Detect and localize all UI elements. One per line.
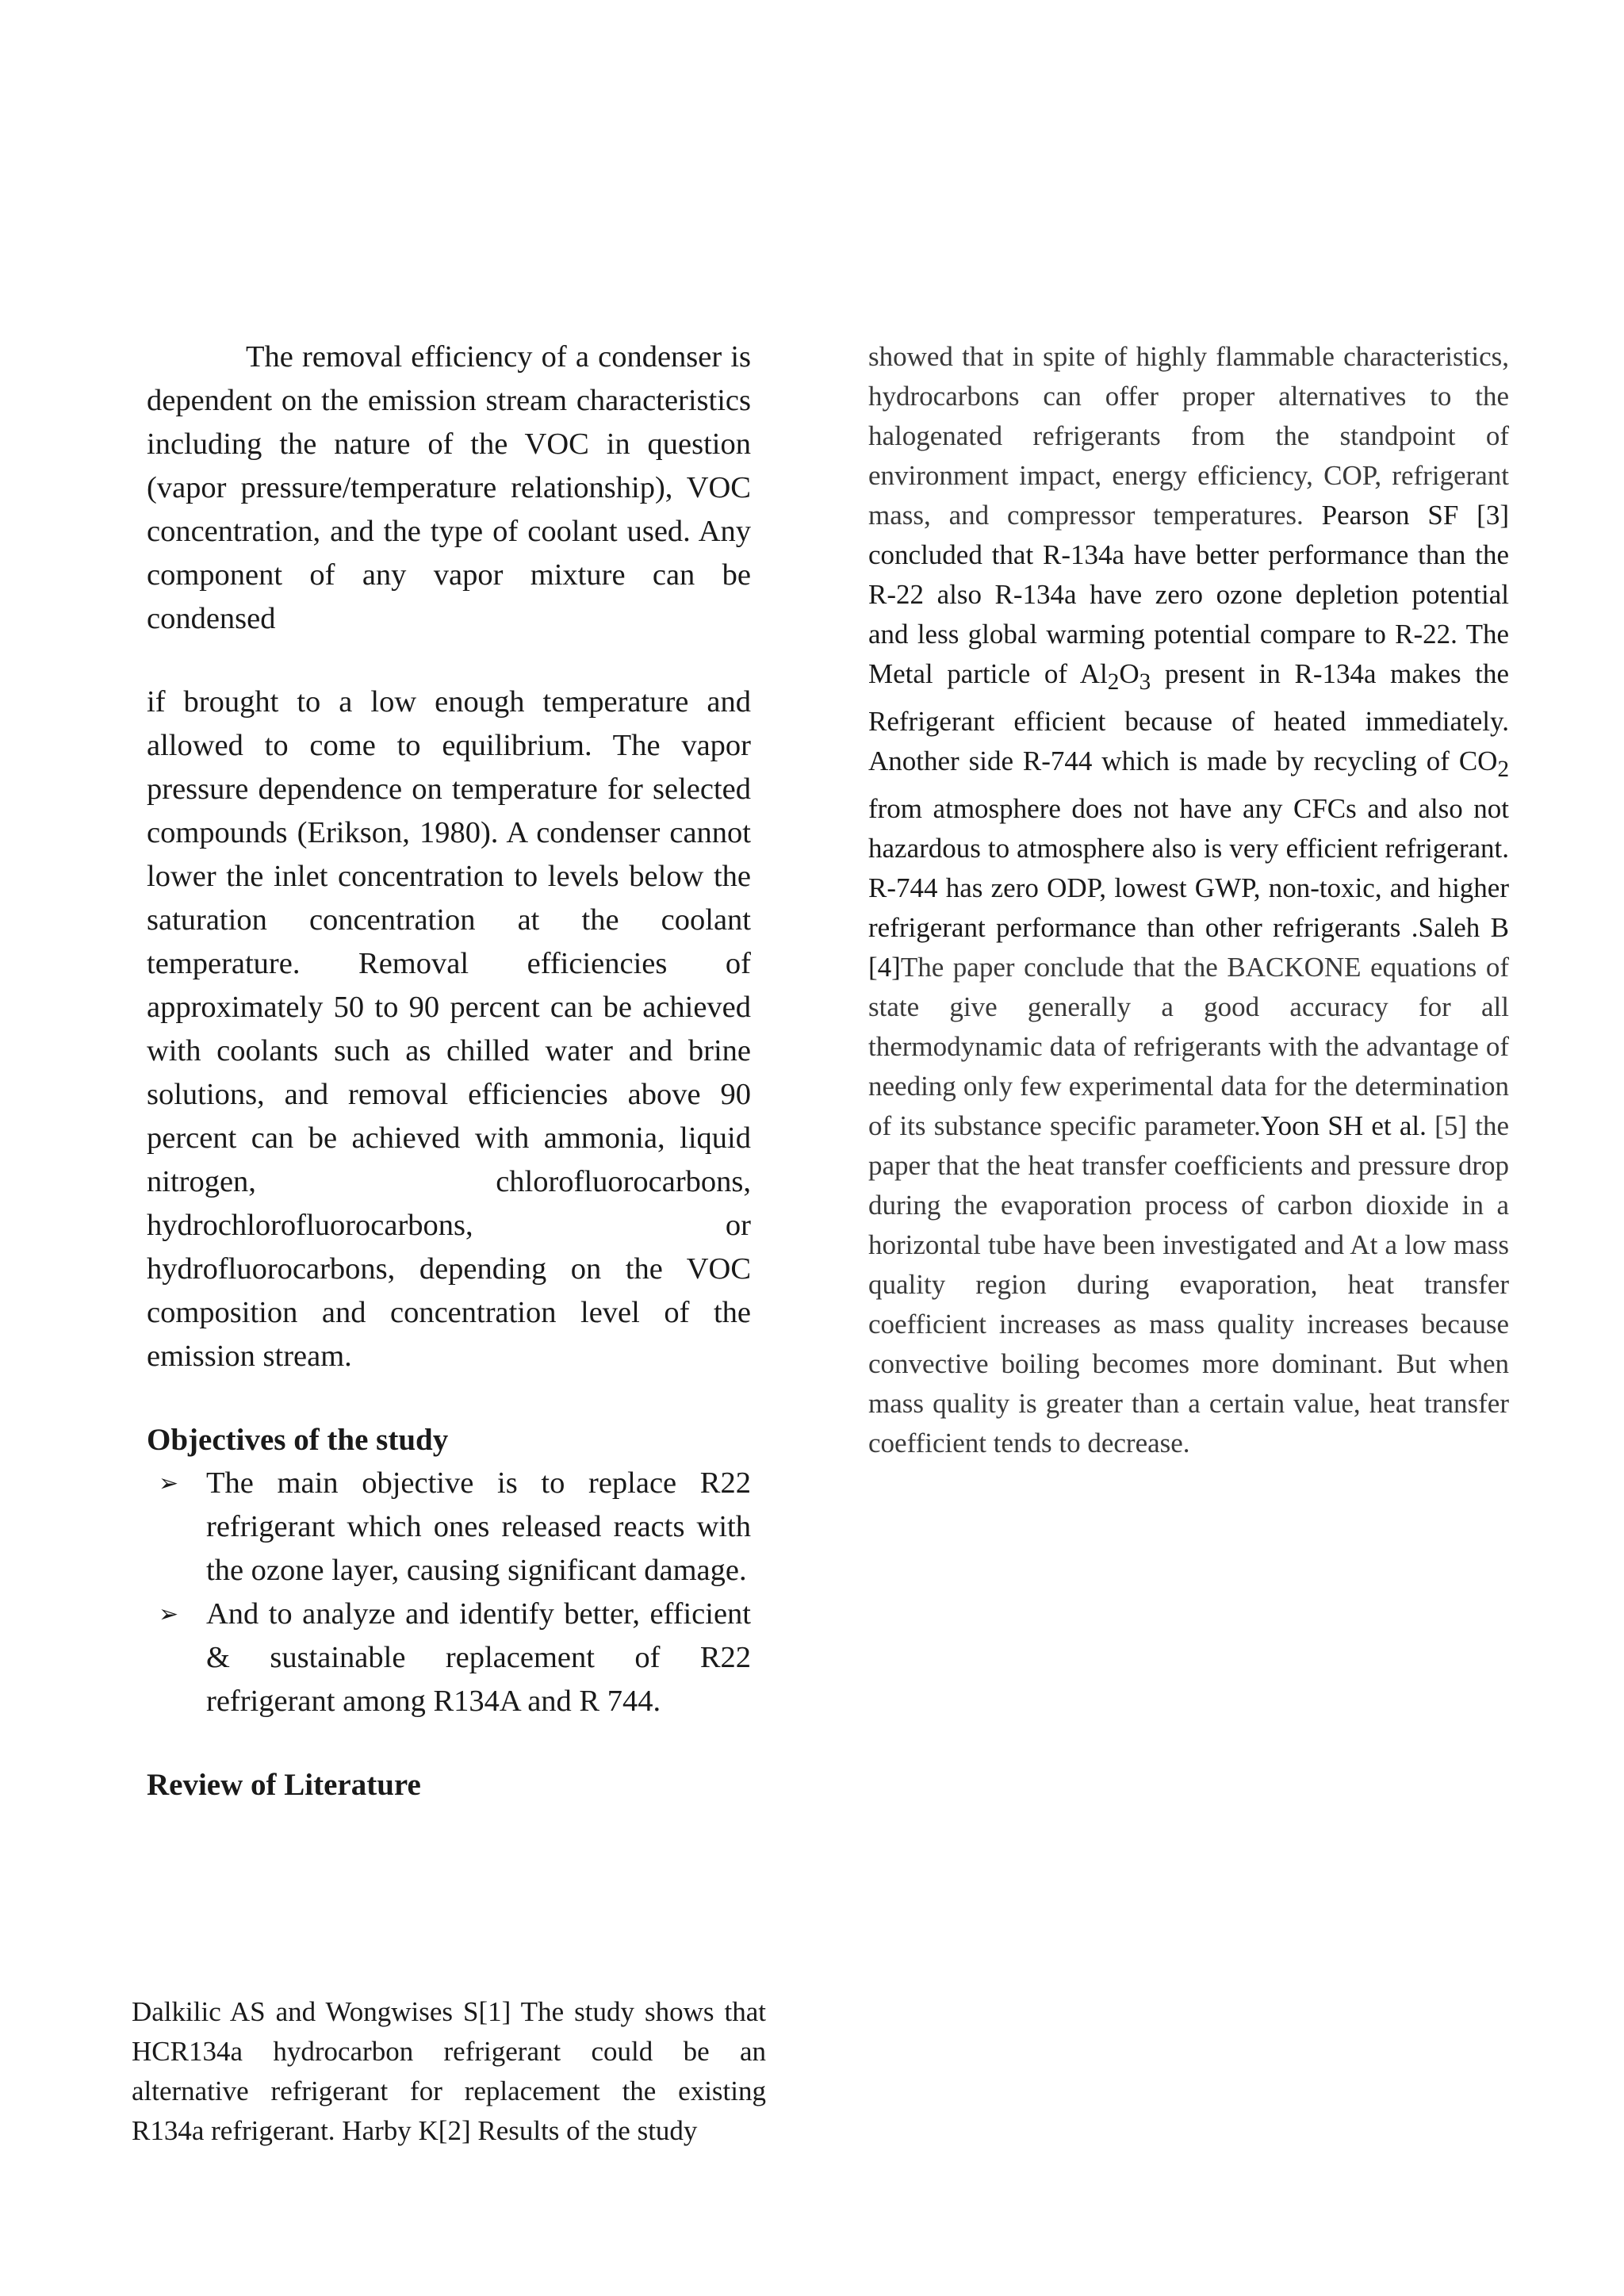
section-gap bbox=[147, 1378, 751, 1418]
text-segment: Yoon SH et al. bbox=[1260, 1110, 1427, 1141]
review-paragraph: Dalkilic AS and Wongwises S[1] The study shows that HCR134a hydrocarbon refrigerant could be an alternative refrigerant for replacement the existing R134a refrigerant. Harby K[2] Results of the study bbox=[132, 1996, 766, 2146]
arrow-bullet-icon: ➢ bbox=[159, 1600, 179, 1628]
chem-co: CO bbox=[1458, 746, 1498, 776]
objectives-list bbox=[147, 1462, 751, 1723]
left-column bbox=[147, 335, 751, 1807]
section-gap bbox=[147, 1723, 751, 1763]
objective-item bbox=[147, 1593, 751, 1723]
subscript: 2 bbox=[1497, 757, 1510, 782]
review-heading: Review of Literature bbox=[147, 1768, 421, 1802]
text-segment: [5] the paper that the heat transfer coefficients and pressure drop during the evaporation process of carbon dioxide in a horizontal tube have been investigated and At a low mass quality region during evaporation, heat transfer coefficient increases as mass quality increases because convective boiling becomes more dominant. But when mass quality is greater than a certain value, heat transfer coefficient tends to decrease. bbox=[868, 1110, 1509, 1458]
subscript: 2 bbox=[1107, 669, 1120, 695]
text-segment: from atmosphere does not have any CFCs and also not hazardous to atmosphere also is very efficient refrigerant. R-744 has zero ODP, lowest GWP, non-toxic, and higher refrigerant performance than other refrigerants .Saleh B [4] bbox=[868, 793, 1509, 983]
objective-text: The main objective is to replace R22 refrigerant which ones released reacts with the ozone layer, causing significant damage. bbox=[206, 1466, 751, 1587]
chem-al: Al bbox=[1079, 658, 1108, 689]
review-continuation-paragraph bbox=[868, 337, 1509, 1463]
arrow-bullet-icon: ➢ bbox=[159, 1470, 179, 1497]
text-segment: Pearson SF [3] concluded that R-134a have better performance than the R-22 also R-134a have zero ozone depletion potential and less global warming potential compare to R-22. The Metal particle of bbox=[868, 500, 1509, 689]
right-column bbox=[868, 337, 1509, 1463]
intro-paragraph: The removal efficiency of a condenser is dependent on the emission stream characteristics including the nature of the VOC in question (vapor pressure/temperature relationship), VOC concentration, and the type of coolant used. Any component of any vapor mixture can be condensed bbox=[147, 340, 751, 635]
condenser-paragraph: if brought to a low enough temperature and allowed to come to equilibrium. The vapor pressure dependence on temperature for selected compounds (Erikson, 1980). A condenser cannot lower the inlet concentration to levels below the saturation concentration at the coolant temperature. Removal efficiencies of approximately 50 to 90 percent can be achieved with coolants such as chilled water and brine solutions, and removal efficiencies above 90 percent can be achieved with ammonia, liquid nitrogen, chlorofluorocarbons, hydrochlorofluorocarbons, or hydrofluorocarbons, depending on the VOC composition and concentration level of the emission stream. bbox=[147, 685, 751, 1373]
text-segment: present in R-134a makes the Refrigerant efficient because of heated immediately. Another side R-744 which is made by recycling of bbox=[868, 658, 1509, 776]
paragraph-gap bbox=[147, 641, 751, 680]
subscript: 3 bbox=[1139, 669, 1151, 695]
text-segment: showed that in spite of highly flammable characteristics, hydrocarbons can offer proper alternatives to the halogenated refrigerants from the standpoint of environment impact, energy efficiency, COP, refrigerant mass, and compressor temperatures. bbox=[868, 341, 1509, 531]
chem-o: O bbox=[1119, 658, 1139, 689]
objective-text: And to analyze and identify better, efficient & sustainable replacement of R22 refrigerant among R134A and R 744. bbox=[206, 1597, 751, 1718]
objectives-heading: Objectives of the study bbox=[147, 1423, 449, 1457]
text-segment: The paper conclude that the BACKONE equations of state give generally a good accuracy for all thermodynamic data of refrigerants with the advantage of needing only few experimental data for the determination of its substance specific parameter. bbox=[868, 952, 1509, 1141]
objective-item bbox=[147, 1462, 751, 1593]
